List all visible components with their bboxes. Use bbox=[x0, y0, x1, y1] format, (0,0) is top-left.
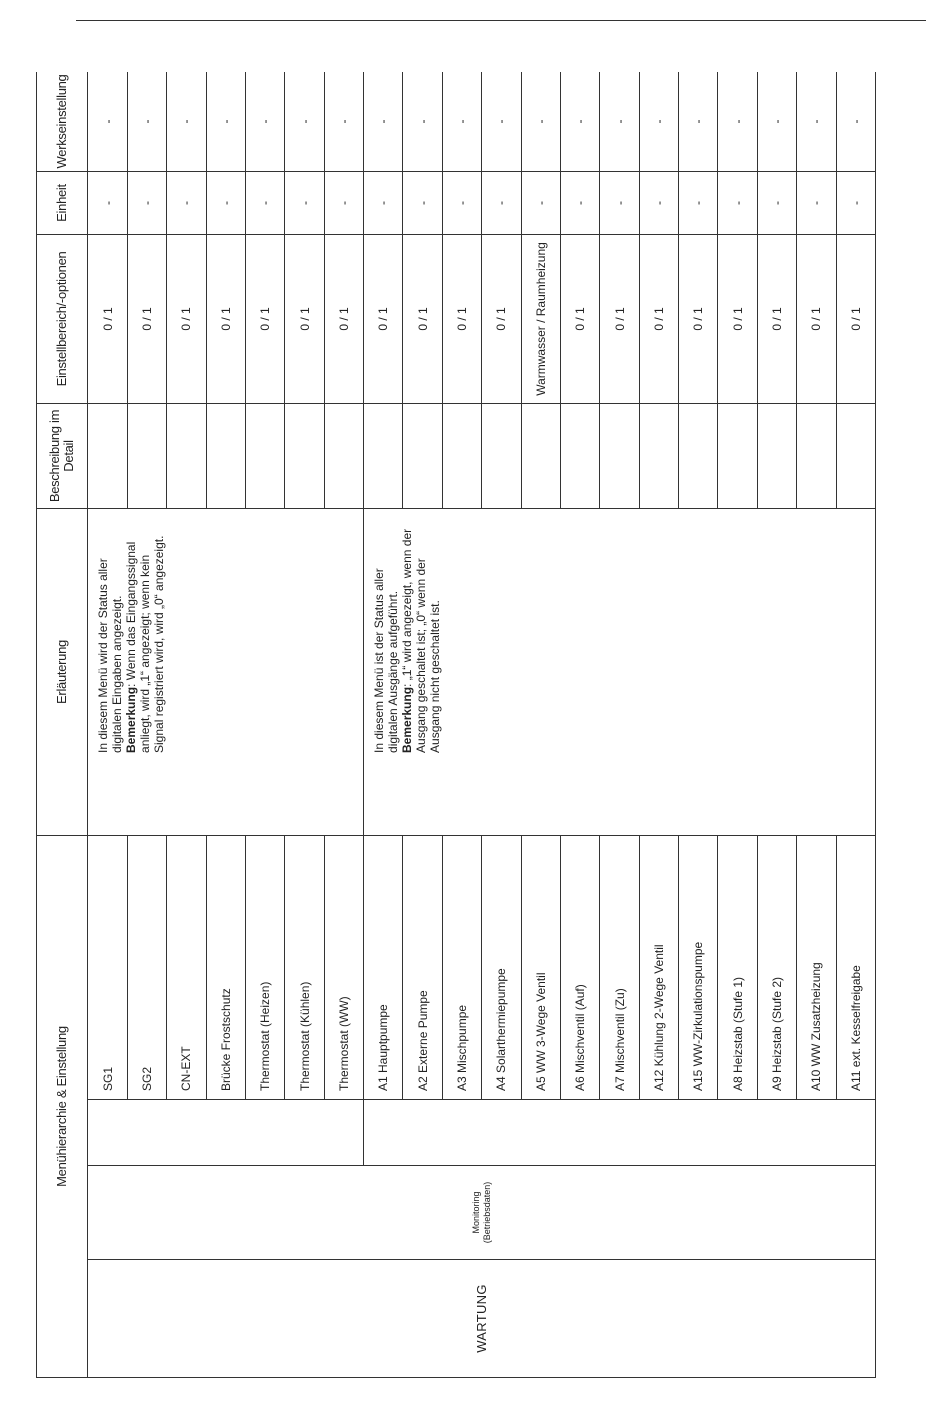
unit-value: - bbox=[757, 171, 796, 234]
range-value: 0 / 1 bbox=[560, 234, 599, 403]
menu-item-name: A1 Hauptpumpe bbox=[364, 835, 403, 1099]
menu-item-name: Thermostat (WW) bbox=[324, 835, 363, 1099]
top-rule bbox=[76, 20, 926, 21]
detail-cell bbox=[757, 403, 796, 508]
explanation-note bbox=[124, 521, 166, 753]
detail-cell bbox=[560, 403, 599, 508]
detail-cell bbox=[679, 403, 718, 508]
range-value: 0 / 1 bbox=[679, 234, 718, 403]
default-value: - bbox=[127, 72, 166, 171]
default-value: - bbox=[285, 72, 324, 171]
detail-cell bbox=[127, 403, 166, 508]
detail-cell bbox=[836, 403, 875, 508]
range-value: 0 / 1 bbox=[167, 234, 206, 403]
range-value: 0 / 1 bbox=[127, 234, 166, 403]
detail-cell bbox=[442, 403, 481, 508]
rotated-table-container bbox=[36, 72, 876, 1378]
header-default: Werkseinstellung bbox=[37, 72, 88, 171]
menu-level2-label: Monitoring (Betriebsdaten) bbox=[88, 1166, 876, 1260]
unit-value: - bbox=[797, 171, 836, 234]
detail-cell bbox=[167, 403, 206, 508]
menu-item-name: A11 ext. Kesselfreigabe bbox=[836, 835, 875, 1099]
detail-cell bbox=[600, 403, 639, 508]
note-label: Bemerkung bbox=[400, 686, 415, 753]
default-value: - bbox=[206, 72, 245, 171]
detail-cell bbox=[88, 403, 127, 508]
detail-cell bbox=[324, 403, 363, 508]
menu-item-name: A9 Heizstab (Stufe 2) bbox=[757, 835, 796, 1099]
header-explanation: Erläuterung bbox=[37, 508, 88, 835]
detail-cell bbox=[718, 403, 757, 508]
header-menu: Menühierarchie & Einstellung bbox=[37, 835, 88, 1377]
default-value: - bbox=[836, 72, 875, 171]
unit-value: - bbox=[482, 171, 521, 234]
menu-item-name: A5 WW 3-Wege Ventil bbox=[521, 835, 560, 1099]
unit-value: - bbox=[206, 171, 245, 234]
unit-value: - bbox=[600, 171, 639, 234]
menu-item-name: A7 Mischventil (Zu) bbox=[600, 835, 639, 1099]
menu-item-name: A8 Heizstab (Stufe 1) bbox=[718, 835, 757, 1099]
detail-cell bbox=[206, 403, 245, 508]
range-value: 0 / 1 bbox=[245, 234, 284, 403]
unit-value: - bbox=[324, 171, 363, 234]
unit-value: - bbox=[285, 171, 324, 234]
range-value: 0 / 1 bbox=[797, 234, 836, 403]
range-value: 0 / 1 bbox=[600, 234, 639, 403]
menu-item-name: A12 Kühlung 2-Wege Ventil bbox=[639, 835, 678, 1099]
menu-item-name: A6 Mischventil (Auf) bbox=[560, 835, 599, 1099]
range-value: 0 / 1 bbox=[757, 234, 796, 403]
unit-value: - bbox=[88, 171, 127, 234]
menu-group-label bbox=[88, 1100, 364, 1166]
menu-item-name: A4 Solarthermiepumpe bbox=[482, 835, 521, 1099]
unit-value: - bbox=[836, 171, 875, 234]
default-value: - bbox=[797, 72, 836, 171]
menu-item-name: A10 WW Zusatzheizung bbox=[797, 835, 836, 1099]
unit-value: - bbox=[167, 171, 206, 234]
header-detail: Beschreibung im Detail bbox=[37, 403, 88, 508]
table-row bbox=[88, 72, 127, 1378]
explanation-intro: In diesem Menü wird der Status aller digitalen Eingaben angezeigt. bbox=[96, 558, 125, 753]
note-text: : „1“ wird angezeigt, wenn der Ausgang geschaltet ist; „0“ wenn der Ausgang nicht geschaltet ist. bbox=[400, 528, 443, 753]
menu-item-name: A15 WW-Zirkulationspumpe bbox=[679, 835, 718, 1099]
default-value: - bbox=[403, 72, 442, 171]
range-value: 0 / 1 bbox=[718, 234, 757, 403]
detail-cell bbox=[639, 403, 678, 508]
menu-item-name: Thermostat (Kühlen) bbox=[285, 835, 324, 1099]
unit-value: - bbox=[560, 171, 599, 234]
unit-value: - bbox=[639, 171, 678, 234]
unit-value: - bbox=[521, 171, 560, 234]
default-value: - bbox=[482, 72, 521, 171]
range-value: 0 / 1 bbox=[364, 234, 403, 403]
unit-value: - bbox=[679, 171, 718, 234]
range-value: 0 / 1 bbox=[836, 234, 875, 403]
explanation-intro: In diesem Menü ist der Status aller digitalen Ausgänge aufgeführt. bbox=[372, 568, 401, 753]
menu-item-name: CN-EXT bbox=[167, 835, 206, 1099]
detail-cell bbox=[285, 403, 324, 508]
default-value: - bbox=[324, 72, 363, 171]
range-value: Warmwasser / Raumheizung bbox=[521, 234, 560, 403]
menu-item-name: Thermostat (Heizen) bbox=[245, 835, 284, 1099]
parameter-table-frame bbox=[36, 72, 876, 1378]
default-value: - bbox=[718, 72, 757, 171]
detail-cell bbox=[245, 403, 284, 508]
range-value: 0 / 1 bbox=[442, 234, 481, 403]
default-value: - bbox=[639, 72, 678, 171]
detail-cell bbox=[482, 403, 521, 508]
unit-value: - bbox=[245, 171, 284, 234]
explanation-cell bbox=[364, 508, 876, 835]
default-value: - bbox=[167, 72, 206, 171]
unit-value: - bbox=[718, 171, 757, 234]
range-value: 0 / 1 bbox=[403, 234, 442, 403]
unit-value: - bbox=[442, 171, 481, 234]
parameter-table bbox=[36, 72, 876, 1378]
default-value: - bbox=[757, 72, 796, 171]
unit-value: - bbox=[127, 171, 166, 234]
default-value: - bbox=[364, 72, 403, 171]
default-value: - bbox=[560, 72, 599, 171]
header-unit: Einheit bbox=[37, 171, 88, 234]
note-label: Bemerkung bbox=[124, 686, 139, 753]
detail-cell bbox=[521, 403, 560, 508]
default-value: - bbox=[88, 72, 127, 171]
default-value: - bbox=[600, 72, 639, 171]
menu-item-name: SG2 bbox=[127, 835, 166, 1099]
menu-item-name: A3 Mischpumpe bbox=[442, 835, 481, 1099]
default-value: - bbox=[521, 72, 560, 171]
detail-cell bbox=[797, 403, 836, 508]
detail-cell bbox=[403, 403, 442, 508]
note-text: : Wenn das Eingangssignal anliegt, wird „1“ angezeigt; wenn kein Signal registriert wird, wird „0“ angezeigt. bbox=[124, 535, 167, 753]
default-value: - bbox=[679, 72, 718, 171]
menu-item-name: Brücke Frostschutz bbox=[206, 835, 245, 1099]
default-value: - bbox=[442, 72, 481, 171]
header-range: Einstellbereich/-optionen bbox=[37, 234, 88, 403]
range-value: 0 / 1 bbox=[88, 234, 127, 403]
menu-item-name: A2 Externe Pumpe bbox=[403, 835, 442, 1099]
range-value: 0 / 1 bbox=[206, 234, 245, 403]
range-value: 0 / 1 bbox=[482, 234, 521, 403]
menu-group-label bbox=[364, 1100, 876, 1166]
unit-value: - bbox=[364, 171, 403, 234]
menu-item-name: SG1 bbox=[88, 835, 127, 1099]
range-value: 0 / 1 bbox=[324, 234, 363, 403]
explanation-text bbox=[364, 513, 442, 835]
default-value: - bbox=[245, 72, 284, 171]
detail-cell bbox=[364, 403, 403, 508]
range-value: 0 / 1 bbox=[285, 234, 324, 403]
unit-value: - bbox=[403, 171, 442, 234]
range-value: 0 / 1 bbox=[639, 234, 678, 403]
menu-level1-label: WARTUNG bbox=[88, 1260, 876, 1378]
explanation-note bbox=[400, 521, 442, 753]
explanation-text bbox=[88, 513, 166, 835]
explanation-cell bbox=[88, 508, 364, 835]
